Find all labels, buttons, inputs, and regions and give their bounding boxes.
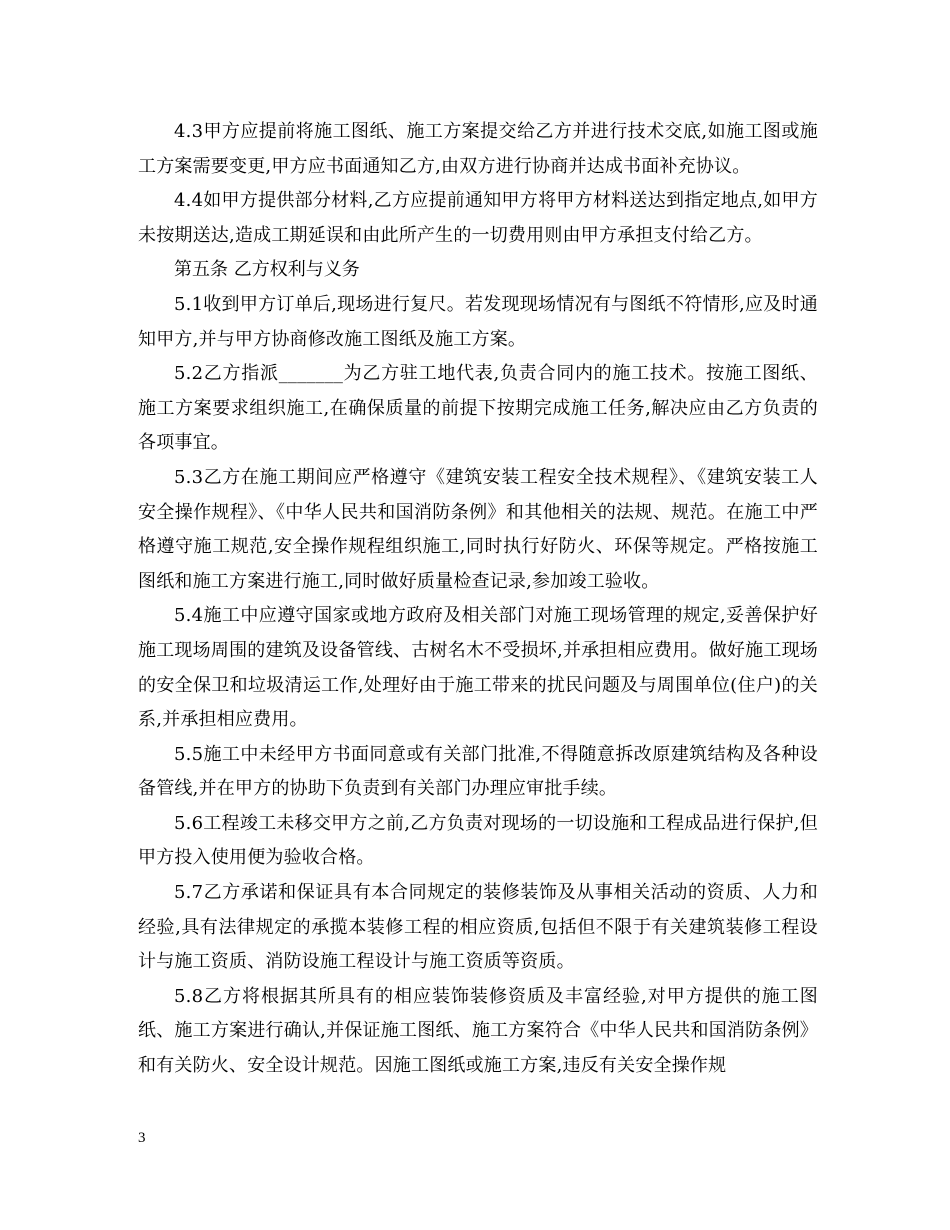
- clause-5-2: 5.2乙方指派_______为乙方驻工地代表,负责合同内的施工技术。按施工图纸、施工方案要求组织施工,在确保质量的前提下按期完成施工任务,解决应由乙方负责的各项事宜。: [138, 363, 818, 454]
- article-5-heading: 第五条 乙方权利与义务: [174, 259, 360, 281]
- clause-5-7: 5.7乙方承诺和保证具有本合同规定的装修装饰及从事相关活动的资质、人力和经验,具有法律规定的承揽本装修工程的相应资质,包括但不限于有关建筑装修工程设计与施工资质、消防设施工程设计与施工资质等资质。: [138, 882, 818, 973]
- clause-5-6: 5.6工程竣工未移交甲方之前,乙方负责对现场的一切设施和工程成品进行保护,但甲方投入使用便为验收合格。: [138, 812, 818, 869]
- clause-5-4: 5.4施工中应遵守国家或地方政府及相关部门对施工现场管理的规定,妥善保护好施工现场周围的建筑及设备管线、古树名木不受损坏,并承担相应费用。做好施工现场的安全保卫和垃圾清运工作,处理好由于施工带来的扰民问题及与周围单位(住户)的关系,并承担相应费用。: [138, 605, 818, 731]
- document-body: [138, 115, 818, 1084]
- clause-5-5: 5.5施工中未经甲方书面同意或有关部门批准,不得随意拆改原建筑结构及各种设备管线,并在甲方的协助下负责到有关部门办理应审批手续。: [138, 743, 818, 800]
- page-number: 3: [138, 1130, 146, 1146]
- clause-5-3: 5.3乙方在施工期间应严格遵守《建筑安装工程安全技术规程》、《建筑安装工人安全操作规程》、《中华人民共和国消防条例》和其他相关的法规、规范。在施工中严格遵守施工规范,安全操作规程组织施工,同时执行好防火、环保等规定。严格按施工图纸和施工方案进行施工,同时做好质量检查记录,参加竣工验收。: [138, 466, 818, 592]
- clause-4-4: 4.4如甲方提供部分材料,乙方应提前通知甲方将甲方材料送达到指定地点,如甲方未按期送达,造成工期延误和由此所产生的一切费用则由甲方承担支付给乙方。: [138, 190, 818, 246]
- clause-5-8: 5.8乙方将根据其所具有的相应装饰装修资质及丰富经验,对甲方提供的施工图纸、施工方案进行确认,并保证施工图纸、施工方案符合《中华人民共和国消防条例》和有关防火、安全设计规范。因施工图纸或施工方案,违反有关安全操作规: [138, 985, 818, 1077]
- clause-5-1: 5.1收到甲方订单后,现场进行复尺。若发现现场情况有与图纸不符情形,应及时通知甲方,并与甲方协商修改施工图纸及施工方案。: [138, 293, 818, 350]
- clause-4-3: 4.3甲方应提前将施工图纸、施工方案提交给乙方并进行技术交底,如施工图或施工方案需要变更,甲方应书面通知乙方,由双方进行协商并达成书面补充协议。: [138, 121, 818, 177]
